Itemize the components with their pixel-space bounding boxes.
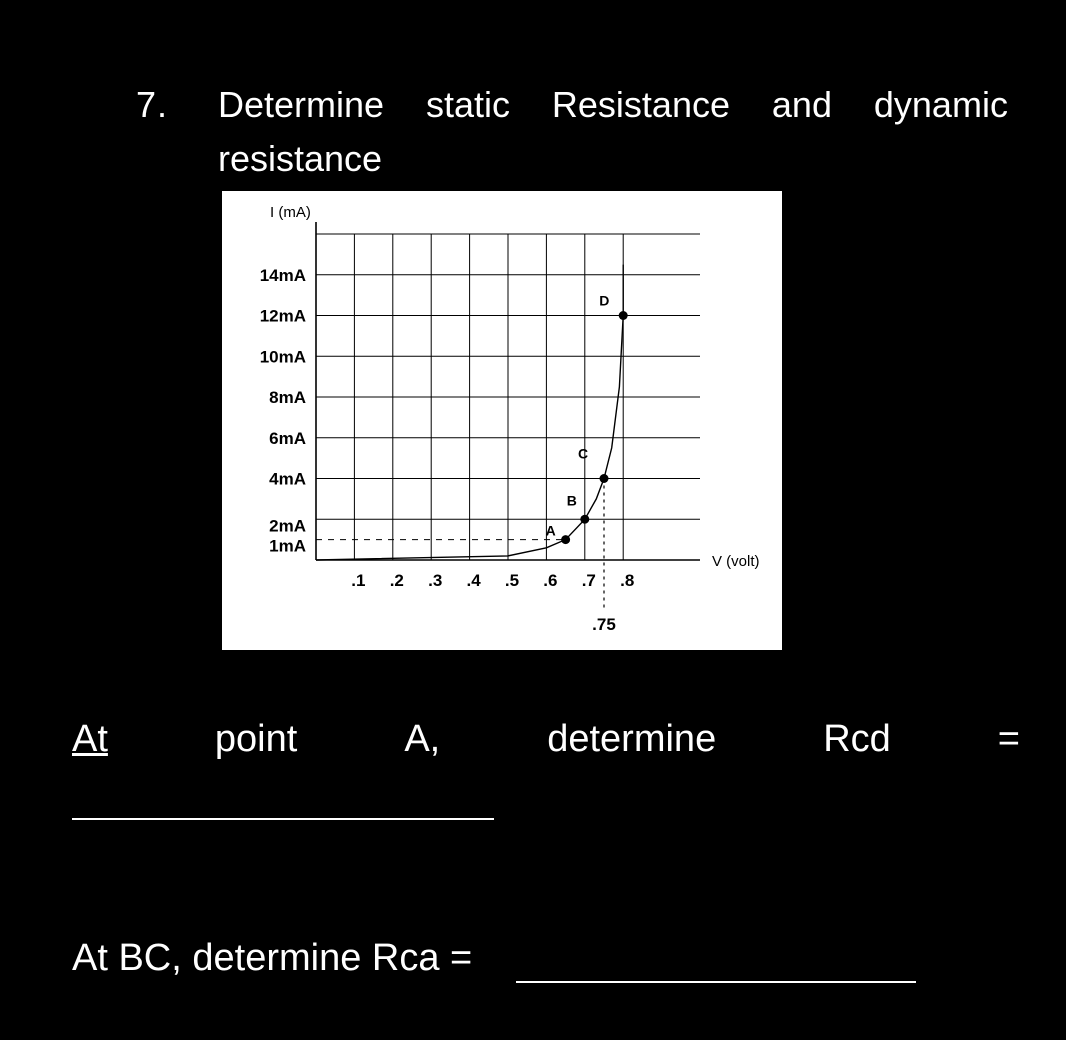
title-word: Resistance: [551, 84, 730, 125]
chart-svg: [222, 191, 782, 650]
point-label: A: [545, 522, 556, 539]
answer-blank-bc[interactable]: [516, 981, 916, 983]
y-tick-label: 10mA: [259, 347, 306, 367]
answer-blank-a[interactable]: [72, 818, 494, 820]
point-marker: [580, 515, 589, 524]
question-number: 7.: [136, 84, 169, 125]
question-title-line2: resistance: [218, 138, 383, 179]
point-marker: [600, 474, 609, 483]
x-tick-label: .8: [620, 571, 635, 590]
y-tick-label: 6mA: [269, 428, 306, 448]
x-axis-label: V (volt): [712, 553, 760, 570]
point-label: D: [599, 292, 610, 309]
q-a-word: A,: [404, 718, 441, 760]
q-a-word: determine: [547, 718, 717, 760]
x-tick-label: .4: [466, 571, 481, 590]
question-point-a: [72, 718, 1020, 761]
y-tick-label: 4mA: [269, 469, 306, 489]
question-title-line1: [218, 84, 1008, 126]
y-tick-label: 2mA: [269, 516, 306, 536]
y-tick-label: 14mA: [259, 265, 306, 285]
x-tick-label: .6: [543, 571, 558, 590]
point-label: C: [578, 445, 589, 462]
title-word: dynamic: [873, 84, 1008, 125]
title-word: and: [771, 84, 832, 125]
point-marker: [619, 311, 628, 320]
x-tick-label-extra: .75: [592, 615, 616, 634]
q-a-word: =: [997, 718, 1020, 760]
title-word: Determine: [218, 84, 385, 125]
y-tick-label: 12mA: [259, 306, 306, 326]
point-marker: [561, 535, 570, 544]
title-word: static: [425, 84, 510, 125]
y-tick-label: 8mA: [269, 388, 306, 407]
x-tick-label: .3: [428, 571, 443, 590]
y-axis-label: I (mA): [270, 204, 311, 221]
q-a-word: At: [72, 718, 108, 760]
x-tick-label: .7: [581, 571, 596, 590]
x-tick-label: .1: [351, 571, 366, 590]
question-bc: At BC, determine Rca =: [72, 937, 473, 979]
y-tick-label: 1mA: [269, 536, 306, 556]
diode-iv-chart: [222, 191, 782, 650]
x-tick-label: .2: [389, 571, 404, 590]
point-label: B: [566, 492, 577, 509]
q-a-word: Rcd: [823, 718, 891, 760]
x-tick-label: .5: [504, 571, 520, 590]
q-a-word: point: [214, 718, 298, 760]
